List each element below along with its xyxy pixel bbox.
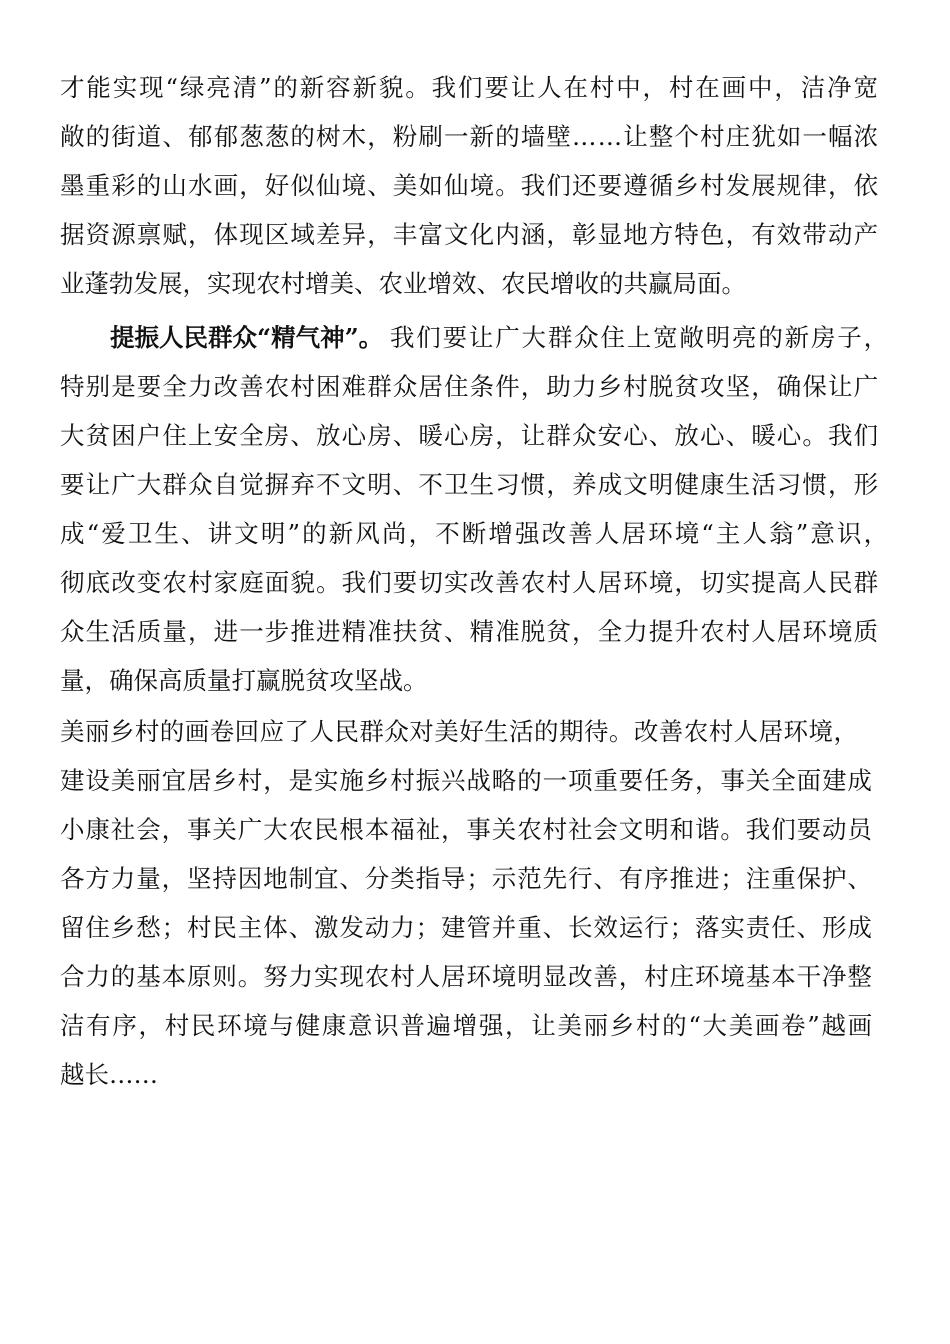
paragraph-3-line-1: 美丽乡村的画卷回应了人民群众对美好生活的期待。改善农村人居环境， — [60, 717, 859, 746]
paragraph-2-line-1: 提振人民群众“精气神”。 我们要让广大群众住上宽敞明亮的新房子， — [0, 316, 950, 360]
paragraph-2-line-6: 彻底改变农村家庭面貌。我们要切实改善农村人居环境，切实提高人民群 — [60, 568, 880, 597]
paragraph-2-line-5: 成“爱卫生、讲文明”的新风尚，不断增强改善人居环境“主人翁”意识， — [60, 519, 891, 548]
paragraph-2-line-3: 大贫困户住上安全房、放心房、暖心房，让群众安心、放心、暖心。我们 — [60, 421, 880, 450]
paragraph-1-line-1: 才能实现“绿亮清”的新容新貌。我们要让人在村中，村在画中，洁净宽 — [60, 73, 880, 102]
paragraph-1-line-4: 据资源禀赋，体现区域差异，丰富文化内涵，彰显地方特色，有效带动产 — [60, 220, 880, 249]
paragraph-2-line-2: 特别是要全力改善农村困难群众居住条件，助力乡村脱贫攻坚，确保让广 — [60, 372, 880, 401]
paragraph-3-line-5: 留住乡愁；村民主体、激发动力；建管并重、长效运行；落实责任、形成 — [60, 913, 873, 942]
paragraph-2-line-8: 量，确保高质量打赢脱贫攻坚战。 — [60, 666, 428, 695]
paragraph-2-heading: 提振人民群众“精气神”。 — [110, 323, 384, 352]
paragraph-3-line-4: 各方力量，坚持因地制宜、分类指导；示范先行、有序推进；注重保护、 — [60, 864, 873, 893]
paragraph-2-line-7: 众生活质量，进一步推进精准扶贫、精准脱贫，全力提升农村人居环境质 — [60, 617, 880, 646]
paragraph-1-line-5: 业蓬勃发展，实现农村增美、农业增效、农民增收的共赢局面。 — [60, 269, 746, 298]
paragraph-3-line-8: 越长…… — [60, 1060, 158, 1089]
paragraph-3-line-2: 建设美丽宜居乡村，是实施乡村振兴战略的一项重要任务，事关全面建成 — [60, 766, 873, 795]
paragraph-3-line-3: 小康社会，事关广大农民根本福祉，事关农村社会文明和谐。我们要动员 — [60, 815, 873, 844]
paragraph-3-line-7: 洁有序，村民环境与健康意识普遍增强，让美丽乡村的“大美画卷”越画 — [60, 1011, 874, 1040]
paragraph-2-line-4: 要让广大群众自觉摒弃不文明、不卫生习惯，养成文明健康生活习惯，形 — [60, 470, 880, 499]
paragraph-1-line-3: 墨重彩的山水画，好似仙境、美如仙境。我们还要遵循乡村发展规律，依 — [60, 171, 880, 200]
paragraph-1-line-2: 敞的街道、郁郁葱葱的树木，粉刷一新的墙壁……让整个村庄犹如一幅浓 — [60, 122, 880, 151]
paragraph-3-line-6: 合力的基本原则。努力实现农村人居环境明显改善，村庄环境基本干净整 — [60, 962, 873, 991]
